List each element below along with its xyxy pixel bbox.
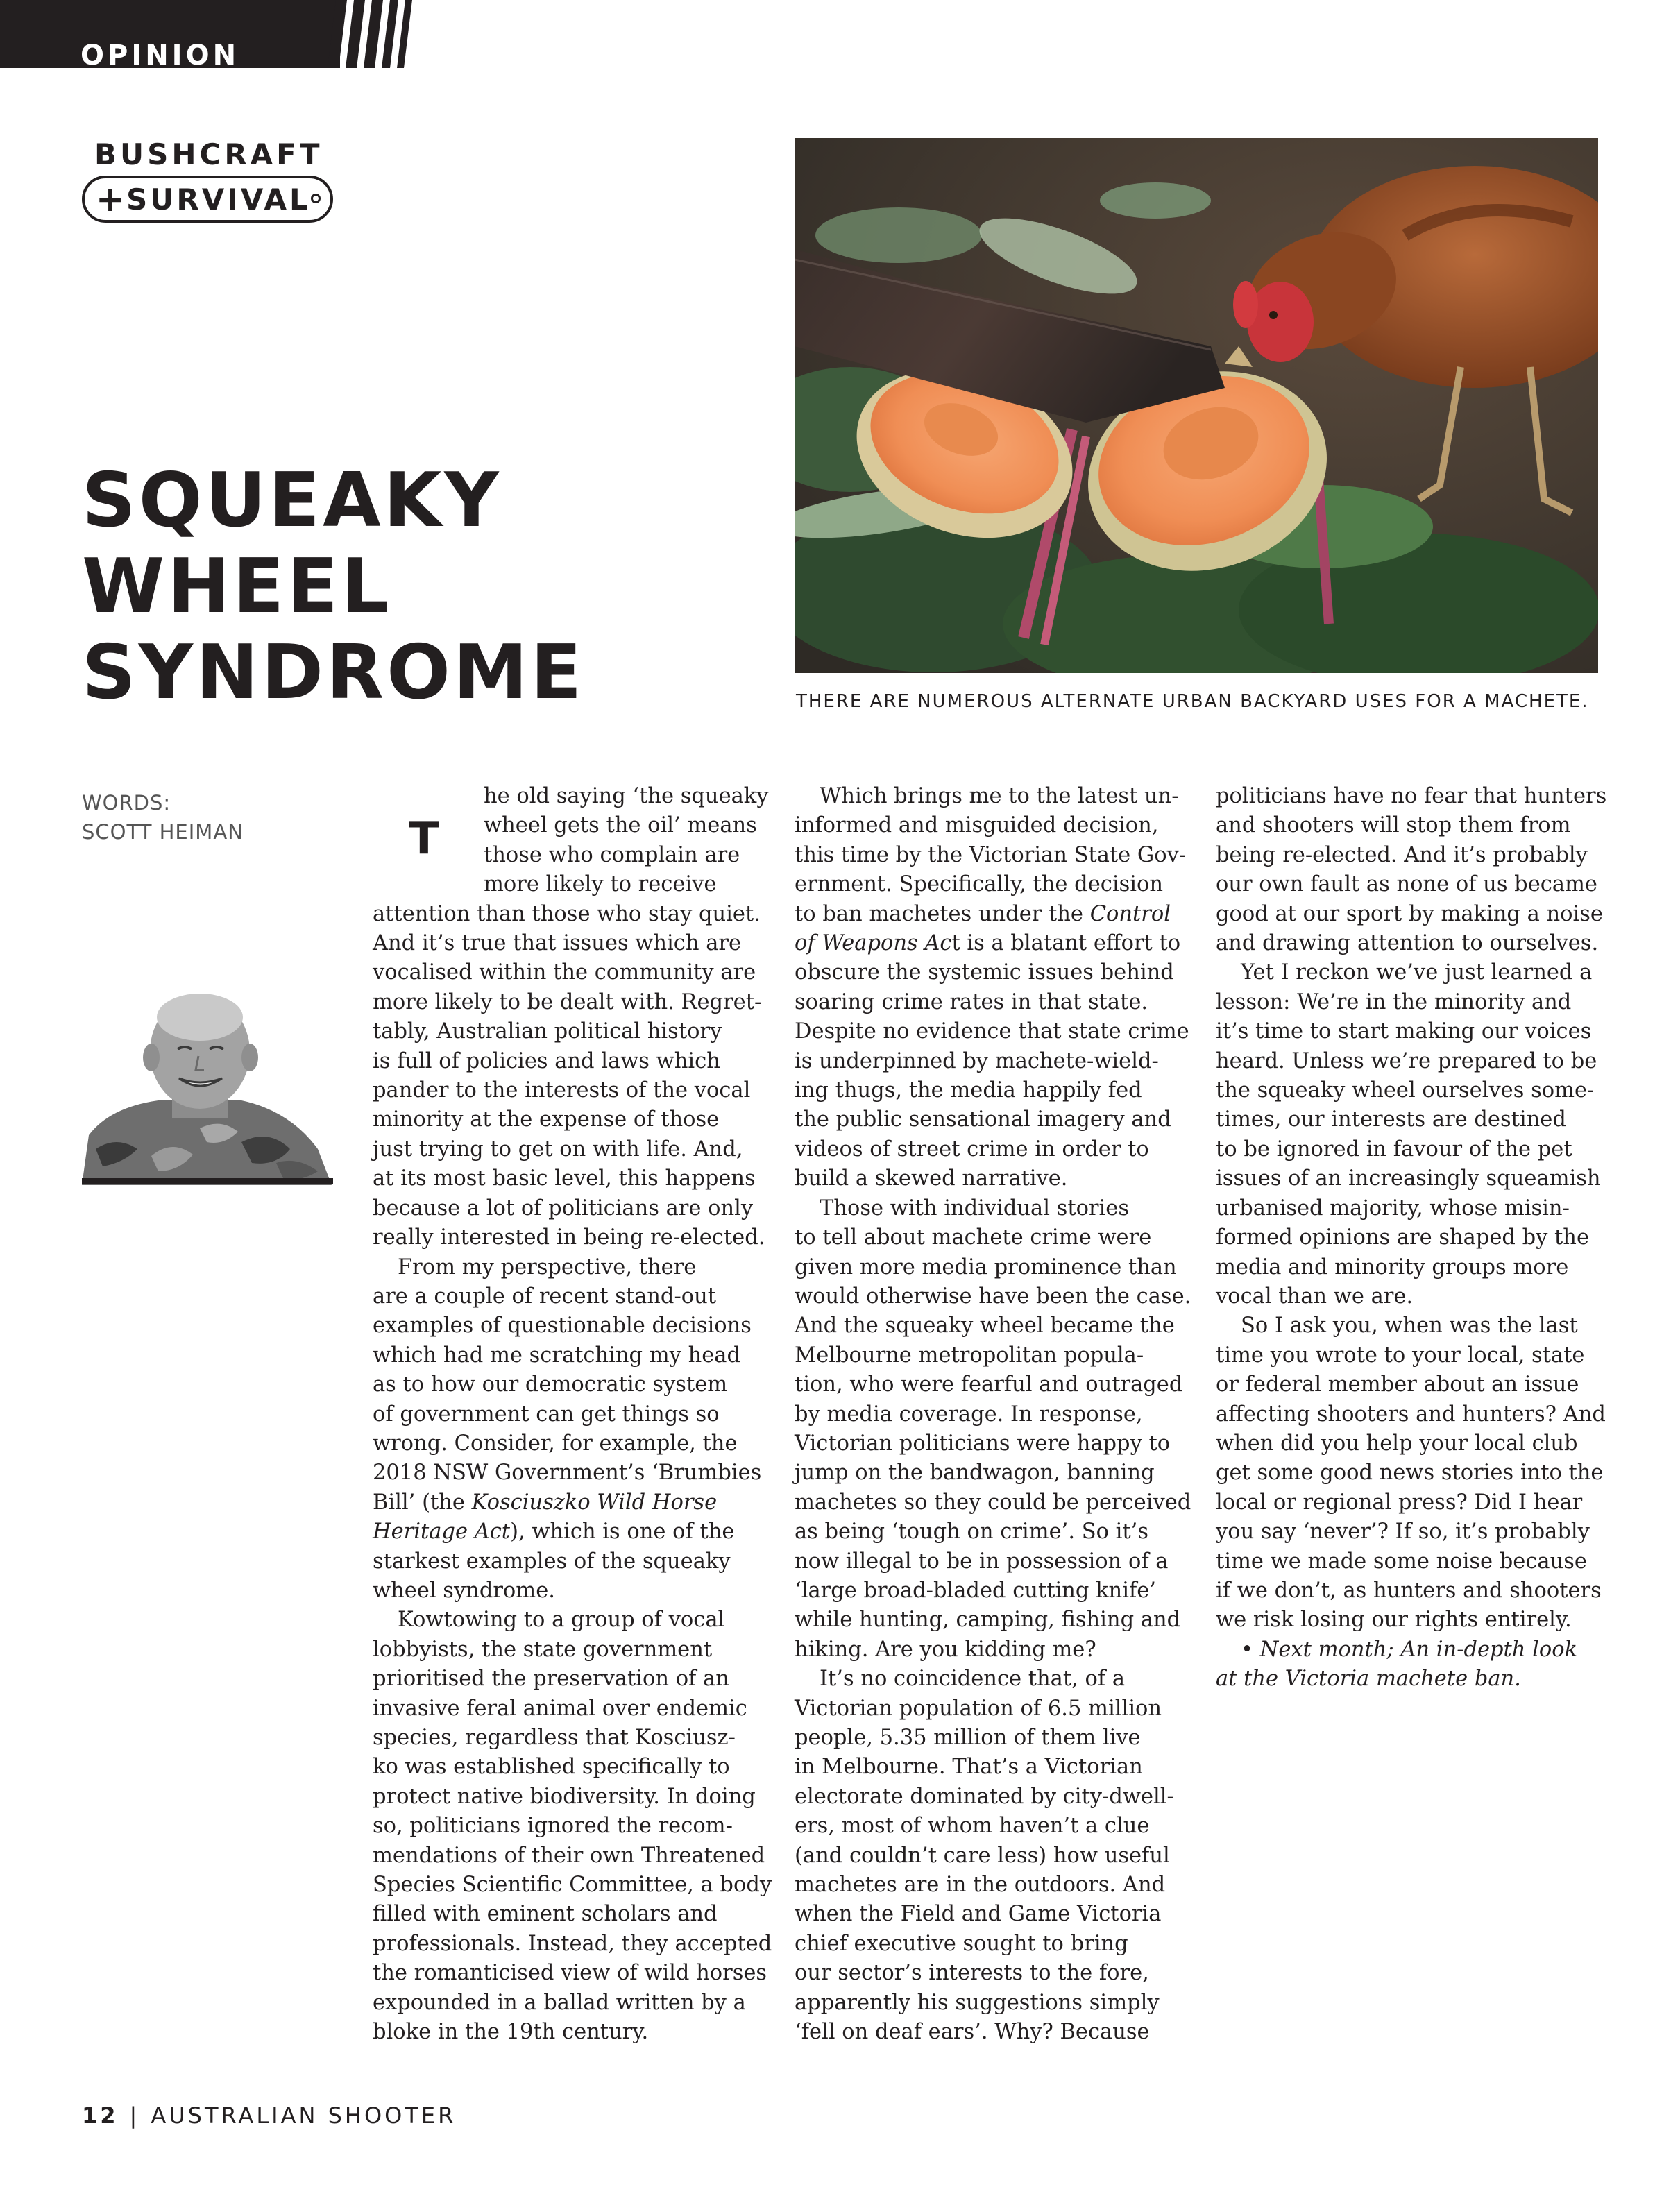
- paragraph: [1216, 782, 1607, 958]
- text-run: to ban machetes under the: [795, 901, 1090, 926]
- text-line: Kowtowing to a group of vocal: [398, 1608, 725, 1633]
- italic-act-name: Control: [1089, 901, 1171, 926]
- text-line: of government can get things so: [373, 1402, 720, 1427]
- text-line: to be ignored in favour of the pet: [1216, 1137, 1572, 1162]
- text-line: attention than those who stay quiet.: [373, 901, 761, 926]
- text-line: ers, most of whom haven’t a clue: [795, 1814, 1150, 1839]
- text-line: politicians have no fear that hunters: [1216, 784, 1607, 808]
- text-line: we risk losing our rights entirely.: [1216, 1608, 1572, 1633]
- paragraph: [373, 1253, 762, 1606]
- text-line: wheel gets the oil’ means: [484, 813, 757, 838]
- paragraph: [373, 900, 765, 1253]
- text-line: apparently his suggestions simply: [795, 1990, 1160, 2015]
- text-line: wheel syndrome.: [373, 1578, 555, 1603]
- text-line: in Melbourne. That’s a Victorian: [795, 1755, 1143, 1780]
- text-line: informed and misguided decision,: [795, 813, 1159, 838]
- drop-cap: T: [409, 813, 439, 865]
- page-number: 12: [82, 2102, 119, 2129]
- text-line: when the Field and Game Victoria: [795, 1902, 1162, 1927]
- text-line: tion, who were fearful and outraged: [795, 1372, 1183, 1397]
- text-line: given more media prominence than: [795, 1254, 1177, 1279]
- text-line: soaring crime rates in that state.: [795, 989, 1148, 1014]
- text-line: times, our interests are destined: [1216, 1107, 1566, 1132]
- text-line: lesson: We’re in the minority and: [1216, 989, 1572, 1014]
- brand-top-text: BUSHCRAFT: [94, 137, 323, 171]
- text-line: ‘fell on deaf ears’. Why? Because: [795, 2020, 1150, 2045]
- text-line: [373, 1488, 754, 1517]
- text-line: species, regardless that Kosciusz-: [373, 1726, 736, 1750]
- text-line: filled with eminent scholars and: [373, 1902, 718, 1927]
- text-run: Bill’ (the: [373, 1490, 472, 1515]
- text-line: ‘large broad-bladed cutting knife’: [795, 1578, 1156, 1603]
- text-line: expounded in a ballad written by a: [373, 1990, 746, 2015]
- text-line: time we made some noise because: [1216, 1549, 1587, 1574]
- text-line: is underpinned by machete-wield-: [795, 1048, 1159, 1073]
- article-photo: [795, 138, 1598, 673]
- text-line: the romanticised view of wild horses: [373, 1961, 767, 1986]
- text-line: urbanised majority, whose misin-: [1216, 1196, 1570, 1220]
- text-line: ko was established specifically to: [373, 1755, 730, 1780]
- text-line: tably, Australian political history: [373, 1019, 722, 1044]
- text-line: at its most basic level, this happens: [373, 1166, 756, 1191]
- text-run: ), which is one of the: [510, 1520, 735, 1545]
- text-line: examples of questionable decisions: [373, 1313, 752, 1338]
- text-line: just trying to get on with life. And,: [373, 1137, 743, 1162]
- text-line: formed opinions are shaped by the: [1216, 1225, 1589, 1250]
- text-line: are a couple of recent stand-out: [373, 1284, 717, 1309]
- byline-label: WORDS:: [82, 791, 171, 815]
- text-line: obscure the systemic issues behind: [795, 960, 1174, 985]
- text-line: or federal member about an issue: [1216, 1372, 1579, 1397]
- text-line: ing thugs, the media happily fed: [795, 1078, 1142, 1103]
- photo-illustration: [795, 138, 1598, 673]
- text-line: Victorian population of 6.5 million: [795, 1696, 1162, 1721]
- author-rule: [82, 1178, 333, 1184]
- text-line: local or regional press? Did I hear: [1216, 1490, 1583, 1515]
- text-line: our own fault as none of us became: [1216, 872, 1597, 897]
- paragraph: [795, 1665, 1180, 2047]
- text-line: vocalised within the community are: [373, 960, 756, 985]
- text-line: machetes are in the outdoors. And: [795, 1873, 1166, 1898]
- text-line: more likely to receive: [484, 872, 717, 897]
- text-line: Those with individual stories: [820, 1196, 1129, 1220]
- text-line: time you wrote to your local, state: [1216, 1343, 1585, 1368]
- text-line: professionals. Instead, they accepted: [373, 1931, 772, 1956]
- title-line: WHEEL: [82, 543, 391, 630]
- text-line: because a lot of politicians are only: [373, 1196, 754, 1220]
- text-line: get some good news stories into the: [1216, 1461, 1604, 1486]
- text-line: to tell about machete crime were: [795, 1225, 1152, 1250]
- text-line: (and couldn’t care less) how useful: [795, 1843, 1170, 1868]
- text-line: the public sensational imagery and: [795, 1107, 1171, 1132]
- title-line: SQUEAKY: [82, 457, 502, 544]
- text-line: by media coverage. In response,: [795, 1402, 1143, 1427]
- author-photo: [82, 989, 332, 1185]
- text-line: videos of street crime in order to: [795, 1137, 1149, 1162]
- text-line: as being ‘tough on crime’. So it’s: [795, 1520, 1149, 1545]
- text-line: minority at the expense of those: [373, 1107, 720, 1132]
- text-line: ernment. Specifically, the decision: [795, 872, 1163, 897]
- article-column-1: [373, 782, 772, 2047]
- text-line: our sector’s interests to the fore,: [795, 1961, 1149, 1986]
- text-line: people, 5.35 million of them live: [795, 1726, 1141, 1750]
- text-line: chief executive sought to bring: [795, 1931, 1128, 1956]
- text-line: Which brings me to the latest un-: [820, 784, 1179, 808]
- text-line: jump on the bandwagon, banning: [795, 1461, 1155, 1486]
- text-line: heard. Unless we’re prepared to be: [1216, 1048, 1597, 1073]
- text-line: Despite no evidence that state crime: [795, 1019, 1189, 1044]
- column-brand: [82, 137, 346, 228]
- footer-separator: |: [129, 2102, 140, 2129]
- text-line: which had me scratching my head: [373, 1343, 740, 1368]
- text-line: Species Scientific Committee, a body: [373, 1873, 772, 1898]
- photo-caption: THERE ARE NUMEROUS ALTERNATE URBAN BACKYARD USES FOR A MACHETE.: [796, 691, 1589, 712]
- text-line: is full of policies and laws which: [373, 1048, 720, 1073]
- text-line: And it’s true that issues which are: [373, 931, 742, 956]
- text-line: electorate dominated by city-dwell-: [795, 1784, 1174, 1809]
- text-line: more likely to be dealt with. Regret-: [373, 989, 762, 1014]
- text-line: It’s no coincidence that, of a: [820, 1667, 1126, 1692]
- page-footer: [82, 2102, 456, 2129]
- text-line: and shooters will stop them from: [1216, 813, 1571, 838]
- text-line: hiking. Are you kidding me?: [795, 1637, 1096, 1662]
- publication-name: AUSTRALIAN SHOOTER: [151, 2102, 457, 2129]
- text-line: wrong. Consider, for example, the: [373, 1431, 738, 1456]
- article-title: [82, 458, 609, 716]
- text-line: good at our sport by making a noise: [1216, 901, 1603, 926]
- text-line: the squeaky wheel ourselves some-: [1216, 1078, 1595, 1103]
- text-line: those who complain are: [484, 842, 740, 867]
- text-line: protect native biodiversity. In doing: [373, 1784, 756, 1809]
- text-line: as to how our democratic system: [373, 1372, 728, 1397]
- text-line: lobbyists, the state government: [373, 1637, 713, 1662]
- text-line: build a skewed narrative.: [795, 1166, 1068, 1191]
- text-line: at the Victoria machete ban.: [1216, 1667, 1521, 1692]
- text-line: • Next month; An in-depth look: [1241, 1637, 1578, 1662]
- title-line: SYNDROME: [82, 629, 585, 716]
- article-column-3: [1216, 782, 1607, 1694]
- paragraph: [795, 782, 1189, 1194]
- brand-plus: +: [96, 179, 125, 219]
- text-line: vocal than we are.: [1216, 1284, 1414, 1309]
- paragraph: [795, 1194, 1191, 1665]
- text-line: Victorian politicians were happy to: [795, 1431, 1171, 1456]
- text-line: From my perspective, there: [398, 1254, 697, 1279]
- brand-dot-icon: [311, 194, 321, 203]
- text-line: machetes so they could be perceived: [795, 1490, 1191, 1515]
- text-line: Yet I reckon we’ve just learned a: [1241, 960, 1593, 985]
- italic-act-name: Kosciuszko Wild Horse: [471, 1490, 718, 1515]
- text-line: affecting shooters and hunters? And: [1216, 1402, 1606, 1427]
- text-line: mendations of their own Threatened: [373, 1843, 765, 1868]
- text-line: while hunting, camping, fishing and: [795, 1608, 1181, 1633]
- section-label: OPINION: [80, 40, 240, 71]
- header-stripes: [326, 0, 465, 68]
- article-column-2: [795, 782, 1191, 2047]
- text-line: [795, 900, 1180, 929]
- text-line: 2018 NSW Government’s ‘Brumbies: [373, 1461, 762, 1486]
- text-line: So I ask you, when was the last: [1241, 1313, 1578, 1338]
- italic-act-name: of Weapons Ac: [795, 931, 952, 956]
- text-line: you say ‘never’? If so, it’s probably: [1216, 1520, 1590, 1545]
- paragraph: [373, 1606, 772, 2047]
- text-line: Melbourne metropolitan popula-: [795, 1343, 1144, 1368]
- text-line: this time by the Victorian State Gov-: [795, 842, 1187, 867]
- text-line: being re-elected. And it’s probably: [1216, 842, 1588, 867]
- text-line: media and minority groups more: [1216, 1254, 1569, 1279]
- paragraph: [1216, 1311, 1604, 1635]
- text-line: and drawing attention to ourselves.: [1216, 931, 1599, 956]
- text-line: pander to the interests of the vocal: [373, 1078, 751, 1103]
- text-run: t is a blatant effort to: [951, 931, 1181, 956]
- text-line: [373, 1517, 754, 1547]
- text-line: issues of an increasingly squeamish: [1216, 1166, 1601, 1191]
- text-line: when did you help your local club: [1216, 1431, 1578, 1456]
- paragraph: [1216, 958, 1604, 1311]
- brand-bottom-text: SURVIVAL: [126, 182, 311, 216]
- text-line: he old saying ‘the squeaky: [484, 784, 769, 808]
- text-line: so, politicians ignored the recom-: [373, 1814, 733, 1839]
- text-line: really interested in being re-elected.: [373, 1225, 765, 1250]
- brand-box: [82, 176, 333, 223]
- text-line: it’s time to start making our voices: [1216, 1019, 1592, 1044]
- text-line: prioritised the preservation of an: [373, 1667, 729, 1692]
- text-line: [795, 929, 1180, 958]
- text-line: would otherwise have been the case.: [795, 1284, 1191, 1309]
- text-line: if we don’t, as hunters and shooters: [1216, 1578, 1602, 1603]
- author-portrait: [82, 989, 332, 1185]
- italic-act-name: Heritage Act: [373, 1520, 511, 1545]
- text-line: invasive feral animal over endemic: [373, 1696, 747, 1721]
- text-line: And the squeaky wheel became the: [795, 1313, 1175, 1338]
- byline-author: SCOTT HEIMAN: [82, 820, 244, 844]
- next-month-note: [1216, 1635, 1604, 1694]
- byline: [82, 788, 244, 846]
- text-line: starkest examples of the squeaky: [373, 1549, 731, 1574]
- text-line: bloke in the 19th century.: [373, 2020, 649, 2045]
- text-line: now illegal to be in possession of a: [795, 1549, 1169, 1574]
